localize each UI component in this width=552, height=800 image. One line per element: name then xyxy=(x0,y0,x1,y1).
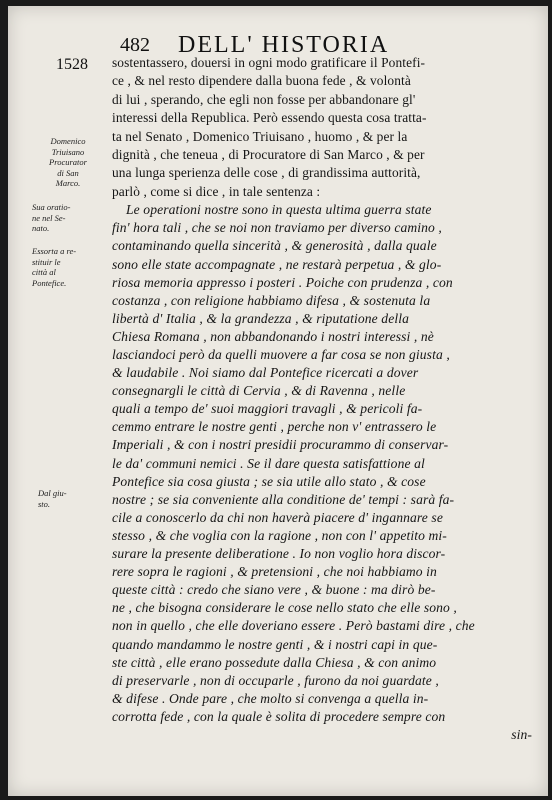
margin-note-essorta xyxy=(32,246,104,288)
margin-note-line: Pontefice. xyxy=(32,277,67,288)
margin-note-line: nato. xyxy=(32,223,50,233)
text-line: ce , & nel resto dipendere dalla buona fede , & volontà xyxy=(112,73,411,89)
oration-line: nostre ; se sia conveniente alla conditione de' tempi : sarà fa- xyxy=(112,491,455,507)
margin-note-line: Essorta a re- xyxy=(32,246,77,256)
oration-line: Imperiali , & con i nostri presidii procurammo di conservar- xyxy=(112,437,449,453)
margin-note-line: Domenico xyxy=(50,136,86,146)
oration-line: quando mandammo le nostre genti , & i nostri capi in que- xyxy=(112,636,438,652)
oration-line: quali a tempo de' suoi maggiori travagli , & pericoli fa- xyxy=(112,401,423,417)
margin-note-domenico xyxy=(32,136,104,189)
margin-note-oratione xyxy=(32,202,104,234)
margin-note-line: sto. xyxy=(38,498,51,509)
margin-note-line: Sua oratio- xyxy=(32,202,71,212)
oration-line: Le operationi nostre sono in questa ultima guerra state xyxy=(126,202,432,218)
oration-line: stesso , & che voglia con la ragione , non con l' appetito mi- xyxy=(112,527,447,543)
oration-line: cemmo entrare le nostre genti , perche non v' entrassero le xyxy=(112,419,437,435)
margin-note-line: Marco. xyxy=(55,178,81,188)
oration-line: contaminando quella sincerità , & generosità , dalla quale xyxy=(112,238,437,254)
margin-note-line: di San xyxy=(57,167,79,178)
oration-line: costanza , con religione habbiamo difesa , & sostenuta la xyxy=(112,292,431,308)
margin-note-line: ne nel Se- xyxy=(32,212,66,223)
oration-line: Chiesa Romana , non abbandonando i nostri interessi , nè xyxy=(112,328,434,344)
oration-line: Pontefice sia cosa giusta ; se sia utile allo stato , & cose xyxy=(112,473,426,489)
text-line: di lui , sperando, che egli non fosse per abbandonare gl' xyxy=(112,91,416,107)
text-line: sostentassero, douersi in ogni modo gratificare il Pontefi- xyxy=(112,55,426,70)
page-number: 482 xyxy=(120,34,150,56)
oration-line: rere sopra le ragioni , & pretensioni , che noi habbiamo in xyxy=(112,564,437,580)
oration-line: & laudabile . Noi siamo dal Pontefice ricercati a dover xyxy=(112,365,419,381)
text-line: parlò , come si dice , in tale sentenza : xyxy=(112,183,321,199)
margin-note-line: città al xyxy=(32,267,56,277)
oration-line: corrotta fede , con la quale è solita di procedere sempre con xyxy=(112,708,446,724)
oration-line: lasciandoci però da quelli muovere a far cosa se non giusta , xyxy=(112,347,450,362)
text-line: una lunga sperienza delle cose , di grandissima auttorità, xyxy=(112,165,421,181)
margin-note-line: Triuisano xyxy=(51,146,85,157)
oration-line: riosa memoria appresso i posteri . Poiche con prudenza , con xyxy=(112,274,453,290)
oration-line: cile a conoscerlo da chi non haverà piacere d' ingannare se xyxy=(112,509,443,525)
oration-line: libertà d' Italia , & la grandezza , & riputatione della xyxy=(112,310,409,326)
oration-line: surare la presente deliberatione . Io non voglio hora discor- xyxy=(112,546,446,562)
margin-note-line: stituir le xyxy=(32,256,61,267)
oration-line: consegnargli le città di Cervia , & di Ravenna , nelle xyxy=(112,383,406,399)
text-line: ta nel Senato , Domenico Triuisano , huomo , & per la xyxy=(112,128,408,144)
text-line: interessi della Republica. Però essendo questa cosa tratta- xyxy=(112,110,427,126)
oration-line: sono elle state accompagnate , ne restarà perpetua , & glo- xyxy=(112,256,442,272)
oration-line: ste città , elle erano possedute dalla Chiesa , & con animo xyxy=(112,654,437,670)
year-marginal: 1528 xyxy=(56,56,88,73)
oration-line: queste città : credo che siano vere , & buone : ma dirò be- xyxy=(112,582,436,598)
oration-line: le da' communi nemici . Se il dare questa satisfattione al xyxy=(112,455,425,471)
catchword: sin- xyxy=(511,726,532,742)
body-text xyxy=(112,54,532,744)
oration-line: non in quello , che elle doveriano essere . Però bastami dire , che xyxy=(112,618,475,634)
oration-line: ne , che bisogna considerare le cose nello stato che elle sono , xyxy=(112,600,457,616)
oration-line: & difese . Onde pare , che molto si convenga a quella in- xyxy=(112,690,429,706)
oration-line: fin' hora tali , che se noi non traviamo per diverso camino , xyxy=(112,220,442,236)
text-line: dignità , che teneua , di Procuratore di San Marco , & per xyxy=(112,147,425,163)
margin-note-giusto xyxy=(38,488,110,509)
margin-note-line: Procurator xyxy=(49,157,87,167)
margin-note-line: Dal giu- xyxy=(38,488,67,498)
running-title: DELL' HISTORIA xyxy=(178,32,390,58)
book-page xyxy=(8,6,548,796)
oration-line: di preservarle , non di occuparle , furono da noi guardate , xyxy=(112,672,439,688)
